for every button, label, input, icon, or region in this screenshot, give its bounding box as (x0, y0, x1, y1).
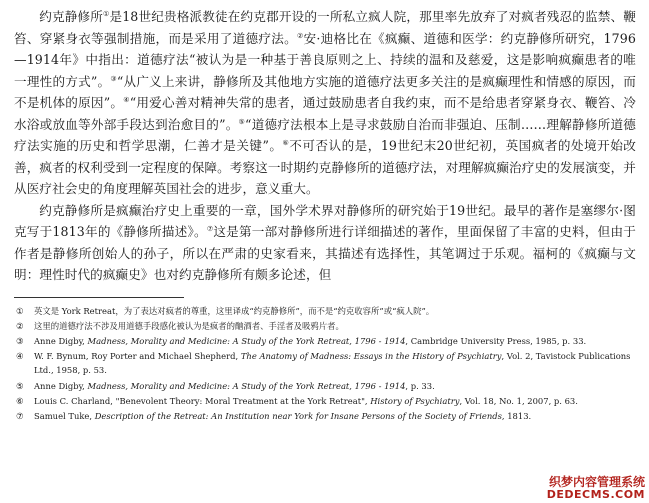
footnote-3 (14, 334, 636, 348)
footnote-title: History of Psychiatry (370, 395, 460, 406)
footnote-text: 英文是 York Retreat，为了表达对疯者的尊重，这里译成“约克静修所”，而不是“约克收容所”或“疯人院”。 (34, 305, 435, 316)
paragraph-text: 约克静修所是疯癫治疗史上重要的一章，国外学术界对静修所的研究始于19世纪。最早的著作是塞缪尔·图克写于1813年的《静修所描述》。 (14, 202, 636, 239)
footnote-4 (14, 349, 636, 377)
footnote-publication: , Vol. 2, Tavistock Publications Ltd., 1958, p. 53. (34, 351, 631, 376)
footnote-title: Madness, Morality and Medicine: A Study of the York Retreat, 1796 - 1914 (87, 380, 406, 391)
footnote-7 (14, 409, 636, 423)
paragraph-text: 这是第一部对静修所进行详细描述的著作，里面保留了丰富的史料，但由于作者是静修所创始人的孙子，所以在严肃的史家看来，其描述有选择性，其笔调过于乐观。福柯的《疯癫与文明：理性时代的疯癫史》也对约克静修所有颇多论述，但 (14, 224, 636, 282)
footnote-author: Anne Digby, (34, 380, 88, 391)
paragraph-text: 安·迪格比在《疯癫、道德和医学：约克静修所研究，1796—1914年》中指出：道德疗法“被认为是一种基于善良原则之上、持续的温和及慈爱，这是影响疯癫患者的唯一理性的方式”。 (14, 30, 636, 89)
footnote-number: ② (16, 320, 24, 331)
paragraph-text: 约克静修所 (39, 9, 103, 24)
footnote-ref-4[interactable]: ④ (123, 95, 130, 104)
footnote-6 (14, 394, 636, 408)
footnote-title: Madness, Morality and Medicine: A Study of the York Retreat, 1796 - 1914 (87, 335, 406, 346)
body-paragraph-2 (14, 200, 636, 286)
footnote-publication: , Vol. 18, No. 1, 2007, p. 63. (459, 395, 578, 406)
watermark (547, 475, 645, 501)
footnote-author: Louis C. Charland, "Benevolent Theory: Moral Treatment at the York Retreat", (34, 395, 371, 406)
footnote-number: ④ (16, 351, 24, 362)
footnote-number: ⑤ (16, 380, 24, 391)
footnote-title: Description of the Retreat: An Institution near York for Insane Persons of the Society of Friends (94, 410, 502, 421)
footnote-author: W. F. Bynum, Roy Porter and Michael Shepherd, (34, 351, 241, 362)
footnote-number: ① (16, 305, 24, 316)
footnote-number: ⑦ (16, 410, 24, 421)
footnote-ref-3[interactable]: ③ (110, 74, 117, 83)
footnote-divider (14, 297, 184, 298)
footnote-ref-5[interactable]: ⑤ (238, 117, 246, 126)
footnote-title: The Anatomy of Madness: Essays in the History of Psychiatry (240, 351, 502, 362)
paragraph-text: 不可否认的是，19世纪末20世纪初，英国疯者的处境开始改善，疯者的权利受到一定程度的保障。考察这一时期约克静修所的道德疗法，对理解疯癫治疗史的发展演变，并从医疗社会史的角度理解英国社会的进步，意义重大。 (14, 138, 636, 196)
body-paragraph-1 (14, 6, 636, 200)
footnote-number: ⑥ (16, 395, 24, 406)
footnote-1 (14, 304, 636, 318)
footnote-number: ③ (16, 335, 24, 346)
watermark-domain: DEDECMS.COM (546, 488, 645, 501)
paragraph-text: “道德疗法根本上是寻求鼓励自治而非强迫、压制……理解静修所道德疗法实施的历史和哲学思潮，仁善才是关键”。 (14, 116, 636, 153)
footnote-ref-1[interactable]: ① (102, 9, 110, 18)
footnote-publication: , 1813. (501, 410, 532, 421)
footnote-publication: , p. 33. (405, 380, 435, 391)
footnote-ref-2[interactable]: ② (296, 31, 304, 40)
paragraph-text: “从广义上来讲，静修所及其他地方实施的道德疗法更多关注的是疯癫理性和情感的原因，而不是机体的原因”。 (14, 73, 636, 110)
footnote-2 (14, 319, 636, 333)
footnote-list (14, 304, 636, 424)
footnote-ref-7[interactable]: ⑦ (206, 224, 214, 233)
footnote-publication: , Cambridge University Press, 1985, p. 33. (405, 335, 587, 346)
footnote-text: 这里的道德疗法不涉及用道德手段感化被认为是疯者的酗酒者、手淫者及吸鸦片者。 (34, 320, 344, 331)
footnote-author: Anne Digby, (34, 335, 88, 346)
watermark-title: 织梦内容管理系统 (548, 475, 645, 489)
footnote-5 (14, 379, 636, 393)
paragraph-text: 是18世纪贵格派教徒在约克郡开设的一所私立疯人院，那里率先放弃了对疯者残忍的监禁、鞭笞、穿紧身衣等强制措施，而是采用了道德疗法。 (14, 9, 636, 46)
footnote-author: Samuel Tuke, (34, 410, 95, 421)
footnote-ref-6[interactable]: ⑥ (282, 138, 290, 147)
paragraph-text: “用爱心善对精神失常的患者，通过鼓励患者自我约束，而不是给患者穿紧身衣、鞭笞、冷水浴或放血等外部手段达到治愈目的”。 (14, 95, 636, 132)
document-page (14, 6, 636, 424)
